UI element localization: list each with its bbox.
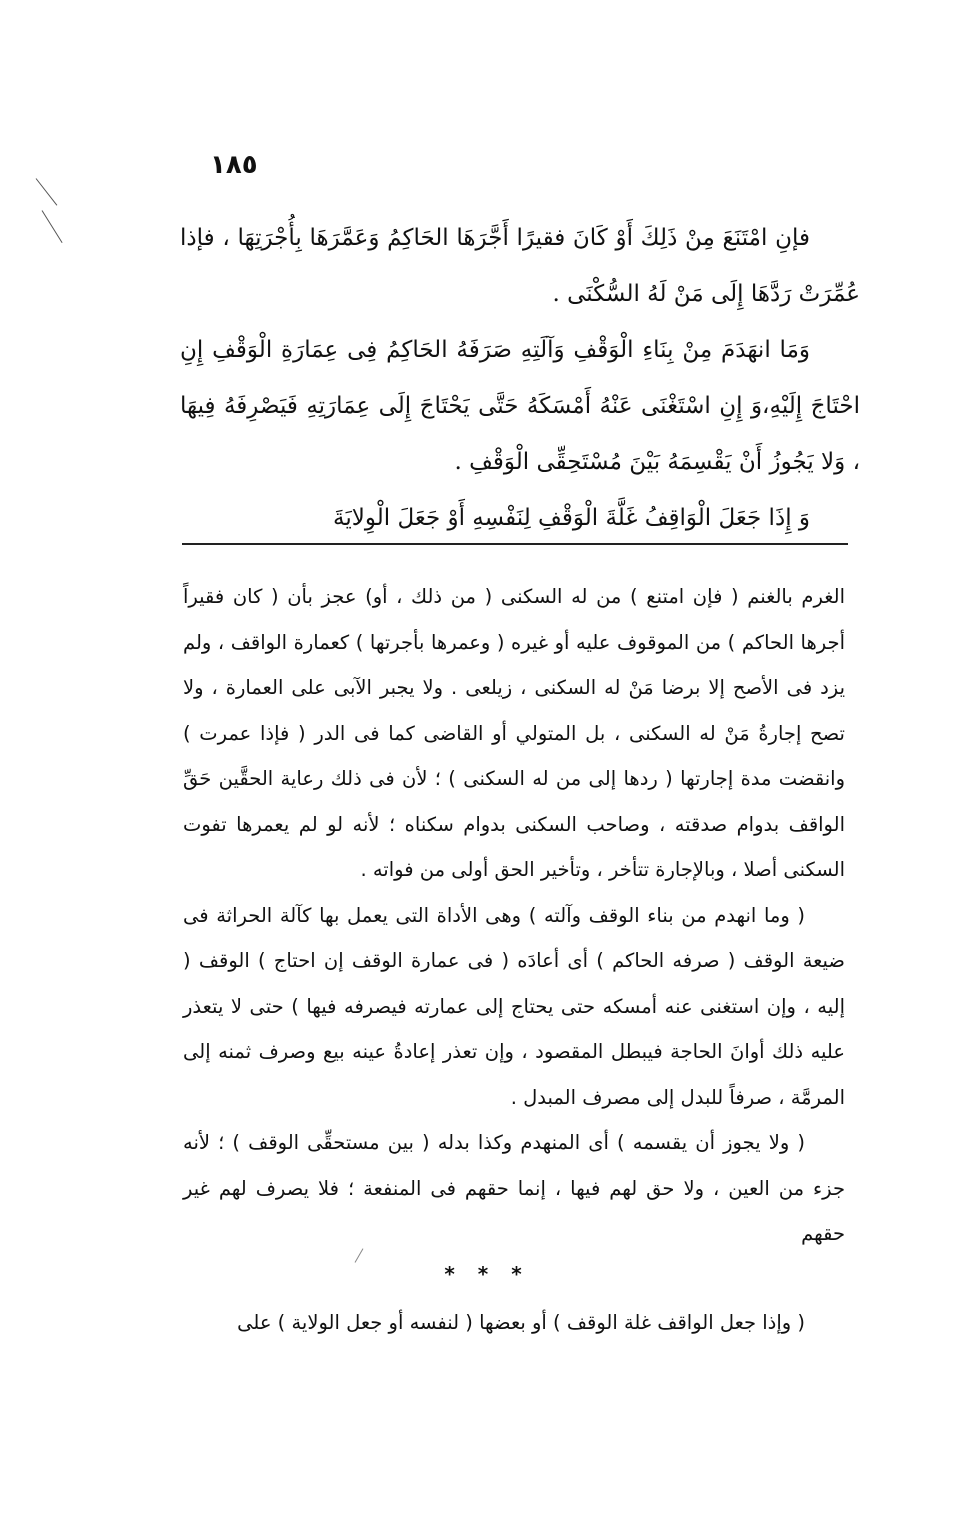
- commentary-block: [183, 574, 845, 1257]
- page-number: ١٨٥: [210, 150, 258, 180]
- commentary-paragraph: ( وما انهدم من بناء الوقف وآلته ) وهى الأداة التى يعمل بها كآلة الحراثة فى ضيعة الوقف ( صرفه الحاكم ) أى أعادَه ( فى عمارة الوقف إن احتاج ) الوقف ( إليه ، وإن استغنى عنه أمسكه حتى يحتاج إلى عمارته فيصرفه فيها ) حتى لا يتعذر عليه ذلك أوانَ الحاجة فيبطل المقصود ، وإن تعذر إعادةُ عينه بيع وصرف ثمنه إلى المرمَّة ، صرفاً للبدل إلى مصرف المبدل .: [183, 903, 845, 1109]
- section-divider: [182, 543, 848, 545]
- main-text-paragraph: وَمَا انهَدَمَ مِنْ بِنَاءِ الْوَقْفِ وَآلَتِهِ صَرَفَهُ الحَاكِمُ فِى عِمَارَةِ الْوَقْفِ إِنِ احْتَاجَ إِلَيْهِ،وَ إِنِ اسْتَغْنَى عَنْهُ أَمْسَكَهُ حَتَّى يَحْتَاجَ إِلَى عِمَارَتِهِ فَيَصْرِفَهُ فِيهَا ، وَلا يَجُوزُ أَنْ يَقْسِمَهُ بَيْنَ مُسْتَحِقِّى الْوَقْفِ .: [180, 337, 860, 475]
- commentary-paragraph: الغرم بالغنم ( فإن امتنع ) من له السكنى ( من ذلك ، أو) عجز بأن ( كان فقيراً أجرها الحاكم ) من الموقوف عليه أو غيره ( وعمرها بأجرتها ) كعمارة الواقف ، ولم يزد فى الأصح إلا برضا مَنْ له السكنى ، زيلعى . ولا يجبر الآبى على العمارة ، ولا تصح إجارةُ مَنْ له السكنى ، بل المتولي أو القاضى كما فى الدر ( فإذا عمرت ) وانقضت مدة إجارتها ( ردها إلى من له السكنى ) ؛ لأن فى ذلك رعاية الحقَّين حَقِّ الواقف بدوام صدقته ، وصاحب السكنى بدوام سكناه ؛ لأنه لو لم يعمرها تفوت السكنى أصلا ، وبالإجارة تتأخر ، وتأخير الحق أولى من فواته .: [183, 585, 845, 881]
- commentary-paragraph: ( ولا يجوز أن يقسمه ) أى المنهدم وكذا بدله ( بين مستحقِّى الوقف ) ؛ لأنه جزء من العين ، ولا حق لهم فيها ، إنما حقهم فى المنفعة ؛ فلا يصرف لهم غير حقهم: [183, 1131, 845, 1245]
- asterisk-separator: * * *: [444, 1262, 530, 1286]
- scan-artifact-mark: [42, 210, 63, 243]
- main-text-block: [180, 210, 860, 546]
- main-text-paragraph: فإنِ امْتَنَعَ مِنْ ذَلِكَ أَوْ كَانَ فقيرًا أَجَّرَهَا الحَاكِمُ وَعَمَّرَهَا بِأُجْرَتِهَا ، فإذا عُمِّرَتْ رَدَّهَا إِلَى مَنْ لَهُ السُّكْنَى .: [180, 225, 860, 307]
- commentary-last-line: ( وإذا جعل الواقف غلة الوقف ) أو بعضها ( لنفسه أو جعل الولاية ) على: [237, 1311, 805, 1334]
- scan-artifact-mark: [36, 178, 58, 205]
- main-text-paragraph: وَ إِذَا جَعَلَ الْوَاقِفُ غَلَّةَ الْوَقْفِ لِنَفْسِهِ أَوْ جَعَلَ الْوِلايَةَ: [333, 505, 810, 531]
